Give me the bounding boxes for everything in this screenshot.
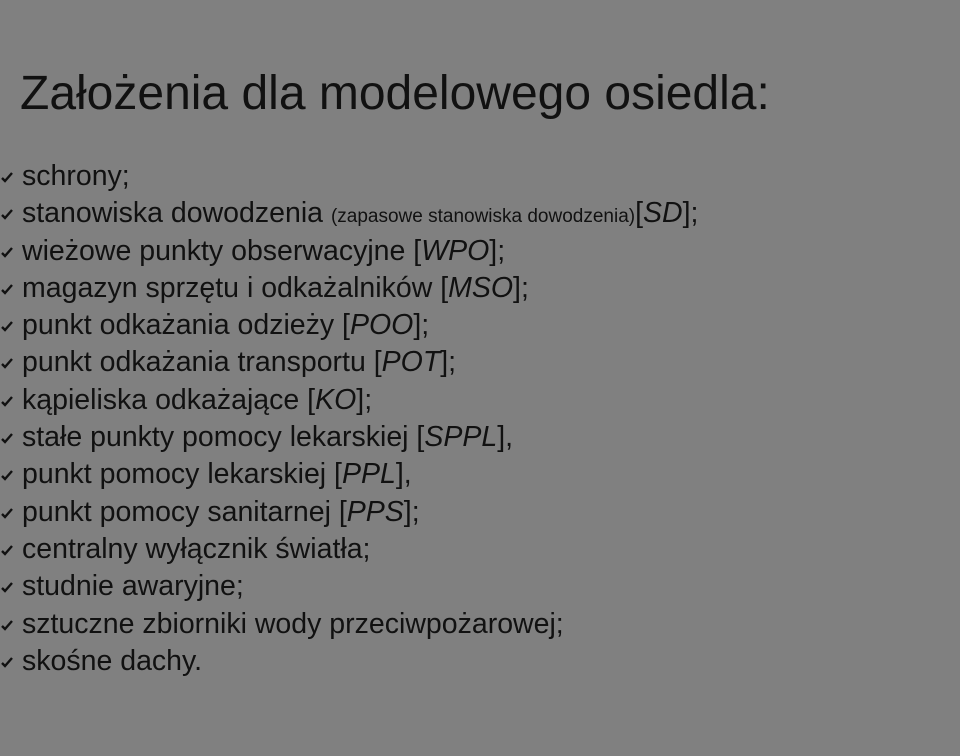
item-abbreviation: SD	[643, 197, 683, 230]
item-abbreviation: KO	[315, 383, 357, 416]
item-text: punkt odkażania transportu [	[22, 346, 382, 379]
item-text: stałe punkty pomocy lekarskiej [	[22, 421, 425, 454]
list-item	[0, 307, 960, 344]
item-text: stanowiska dowodzenia	[22, 197, 331, 230]
item-suffix: ],	[395, 458, 412, 491]
check-icon	[0, 431, 14, 445]
list-item	[0, 233, 960, 270]
item-abbreviation: WPO	[421, 234, 490, 267]
list-item	[0, 419, 960, 456]
check-icon	[0, 356, 14, 370]
item-text: magazyn sprzętu i odkażalników [	[22, 271, 449, 304]
item-text: punkt pomocy lekarskiej [	[22, 458, 342, 491]
item-bracket-open: [	[635, 197, 644, 230]
item-suffix: ];	[682, 197, 699, 230]
item-suffix: ];	[513, 271, 529, 304]
check-icon	[0, 170, 14, 184]
item-abbreviation: PPS	[346, 495, 404, 528]
slide-title: Założenia dla modelowego osiedla:	[20, 67, 770, 120]
item-suffix: ],	[497, 421, 514, 454]
item-text: punkt pomocy sanitarnej [	[22, 495, 347, 528]
check-icon	[0, 207, 14, 221]
bullet-list	[0, 158, 960, 680]
check-icon	[0, 506, 14, 520]
check-icon	[0, 245, 14, 259]
check-icon	[0, 580, 14, 594]
check-icon	[0, 468, 14, 482]
list-item	[0, 531, 960, 568]
item-abbreviation: SPPL	[424, 421, 498, 454]
list-item	[0, 606, 960, 643]
list-item	[0, 344, 960, 381]
list-item	[0, 456, 960, 493]
item-abbreviation: POT	[381, 346, 441, 379]
item-suffix: ];	[403, 495, 420, 528]
check-icon	[0, 655, 14, 669]
item-suffix: ];	[489, 234, 506, 267]
list-item	[0, 195, 960, 232]
item-text: centralny wyłącznik światła;	[22, 532, 371, 565]
item-text: skośne dachy.	[22, 644, 203, 677]
item-text: schrony;	[22, 160, 130, 192]
list-item	[0, 270, 960, 307]
check-icon	[0, 618, 14, 632]
list-item	[0, 494, 960, 531]
check-icon	[0, 319, 14, 333]
item-text: studnie awaryjne;	[22, 570, 244, 603]
check-icon	[0, 543, 14, 557]
item-text: kąpieliska odkażające [	[22, 383, 316, 416]
item-abbreviation: MSO	[448, 271, 514, 304]
item-text: wieżowe punkty obserwacyjne [	[22, 234, 422, 267]
list-item	[0, 158, 960, 195]
item-text: sztuczne zbiorniki wody przeciwpożarowej;	[22, 607, 564, 640]
item-abbreviation: POO	[349, 309, 414, 342]
item-suffix: ];	[440, 346, 457, 379]
item-abbreviation: PPL	[341, 458, 396, 491]
list-item	[0, 643, 960, 680]
item-suffix: ];	[413, 309, 430, 342]
check-icon	[0, 282, 14, 296]
item-text: punkt odkażania odzieży [	[22, 309, 350, 342]
item-note: (zapasowe stanowiska dowodzenia)	[330, 206, 636, 228]
list-item	[0, 382, 960, 419]
item-suffix: ];	[356, 383, 373, 416]
list-item	[0, 568, 960, 605]
check-icon	[0, 394, 14, 408]
